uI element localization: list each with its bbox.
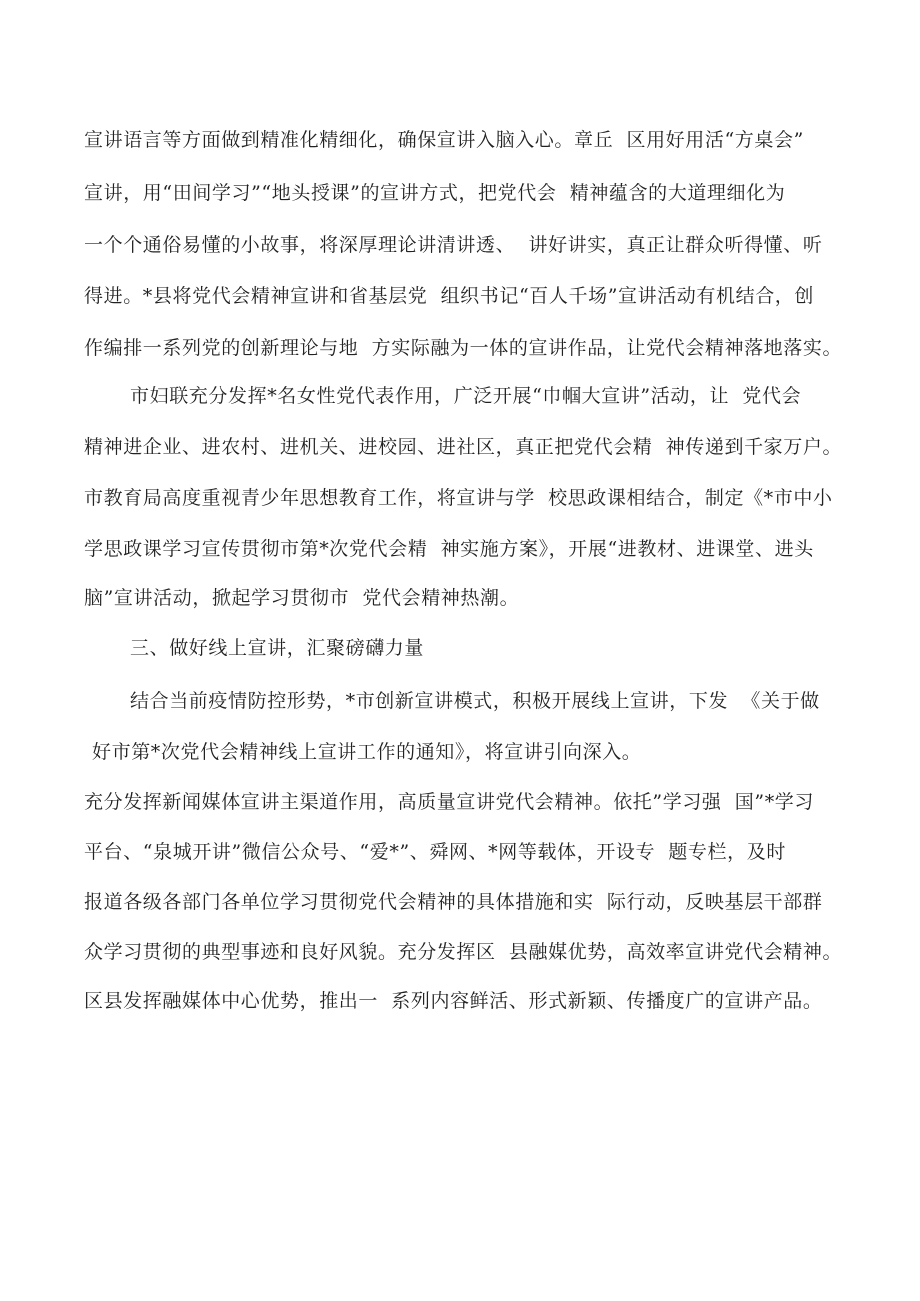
text-line: 脑”宣讲活动，掀起学习贯彻市 党代会精神热潮。 [84,587,520,609]
text-line: 市教育局高度重视青少年思想教育工作，将宣讲与学 校思政课相结合，制定《*市中小 [84,487,833,509]
text-line: 一个个通俗易懂的小故事，将深厚理论讲清讲透、 讲好讲实，真正让群众听得懂、听 [84,234,823,256]
text-line: 学思政课学习宣传贯彻市第*次党代会精 神实施方案》，开展“进教材、进课堂、进头 [84,538,814,560]
text-line: 平台、“泉城开讲”微信公众号、“爱*”、舜网、*网等载体，开设专 题专栏，及时 [84,841,786,863]
text-line: 市妇联充分发挥*名女性党代表作用，广泛开展“巾帼大宣讲”活动，让 党代会 [130,385,802,407]
text-line: 精神进企业、进农村、进机关、进校园、进社区，真正把党代会精 神传递到千家万户。 [84,436,843,458]
text-line: 宣讲，用“田间学习”“地头授课”的宣讲方式，把党代会 精神蕴含的大道理细化为 [84,182,786,204]
text-line: 结合当前疫情防控形势，*市创新宣讲模式，积极开展线上宣讲，下发 《关于做 [130,690,820,712]
text-line: 充分发挥新闻媒体宣讲主渠道作用，高质量宣讲党代会精神。依托”学习强 国”*学习 [84,791,815,813]
text-line: 作编排一系列党的创新理论与地 方实际融为一体的宣讲作品，让党代会精神落地落实。 [84,337,843,359]
text-line: 得进。*县将党代会精神宣讲和省基层党 组织书记“百人千场”宣讲活动有机结合，创 [84,285,815,307]
text-line: 众学习贯彻的典型事迹和良好风貌。充分发挥区 县融媒优势，高效率宣讲党代会精神。 [84,941,843,963]
text-line: 宣讲语言等方面做到精准化精细化，确保宣讲入脑入心。章丘 区用好用活“方桌会” [84,129,804,151]
text-line: 好市第*次党代会精神线上宣讲工作的通知》，将宣讲引向深入。 [92,741,642,763]
text-line: 报道各级各部门各单位学习贯彻党代会精神的具体措施和实 际行动，反映基层干部群 [84,891,823,913]
text-line: 区县发挥融媒体中心优势，推出一 系列内容鲜活、形式新颖、传播度广的宣讲产品。 [84,990,823,1012]
section-heading: 三、做好线上宣讲，汇聚磅礴力量 [130,637,425,659]
